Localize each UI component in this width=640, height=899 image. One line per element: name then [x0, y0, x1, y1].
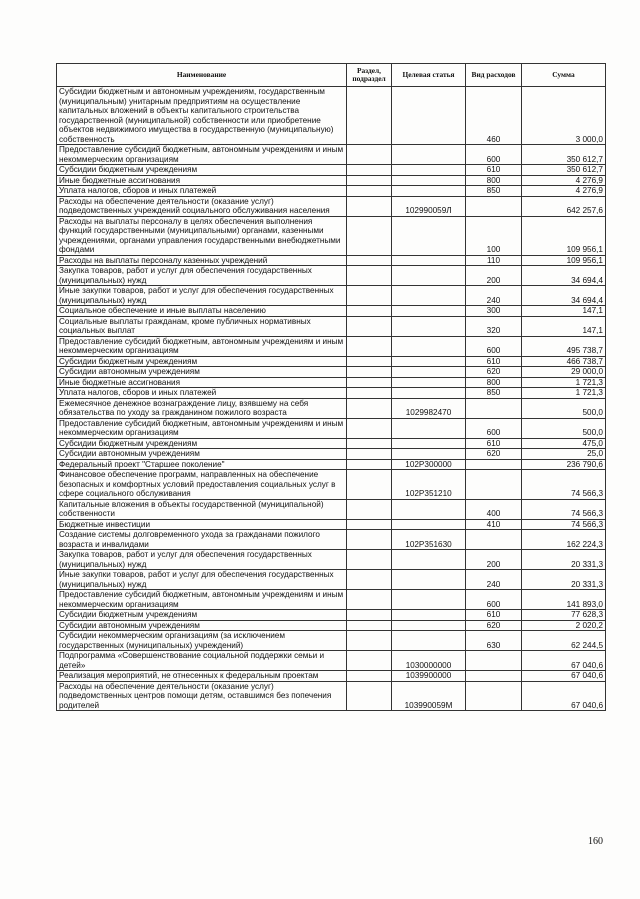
cell-kind [466, 651, 522, 671]
cell-article [392, 631, 466, 651]
cell-name: Уплата налогов, сборов и иных платежей [57, 186, 347, 197]
cell-sum: 466 738,7 [522, 356, 606, 367]
header-article: Целевая статья [392, 64, 466, 87]
table-row [57, 255, 606, 266]
cell-article [392, 266, 466, 286]
cell-article: 102P351630 [392, 530, 466, 550]
cell-sum: 642 257,6 [522, 196, 606, 216]
cell-name: Предоставление субсидий бюджетным, автономным учреждениям и иным некоммерческим организациям [57, 336, 347, 356]
table-row [57, 336, 606, 356]
cell-name: Субсидии автономным учреждениям [57, 620, 347, 631]
header-sum: Сумма [522, 64, 606, 87]
cell-name: Субсидии бюджетным учреждениям [57, 165, 347, 176]
cell-kind: 850 [466, 186, 522, 197]
cell-section [347, 499, 392, 519]
cell-name: Субсидии бюджетным учреждениям [57, 610, 347, 621]
table-row [57, 316, 606, 336]
cell-kind [466, 470, 522, 500]
cell-name: Иные бюджетные ассигнования [57, 175, 347, 186]
table-row [57, 216, 606, 255]
cell-kind [466, 459, 522, 470]
cell-sum: 147,1 [522, 306, 606, 317]
cell-article [392, 216, 466, 255]
table-row [57, 286, 606, 306]
cell-kind: 460 [466, 87, 522, 145]
cell-sum: 20 331,3 [522, 550, 606, 570]
header-row [57, 64, 606, 87]
page-number: 160 [588, 836, 603, 847]
cell-section [347, 165, 392, 176]
cell-sum: 109 956,1 [522, 255, 606, 266]
cell-kind: 610 [466, 165, 522, 176]
cell-name: Федеральный проект "Старшее поколение" [57, 459, 347, 470]
cell-sum: 62 244,5 [522, 631, 606, 651]
table-row [57, 651, 606, 671]
cell-sum: 141 893,0 [522, 590, 606, 610]
cell-name: Бюджетные инвестиции [57, 519, 347, 530]
cell-kind: 850 [466, 388, 522, 399]
cell-sum: 4 276,9 [522, 186, 606, 197]
cell-section [347, 306, 392, 317]
table-row [57, 590, 606, 610]
cell-section [347, 175, 392, 186]
cell-name: Субсидии бюджетным учреждениям [57, 356, 347, 367]
cell-kind [466, 671, 522, 682]
table-row [57, 388, 606, 399]
cell-kind: 410 [466, 519, 522, 530]
cell-name: Создание системы долговременного ухода за гражданами пожилого возраста и инвалидами [57, 530, 347, 550]
cell-name: Предоставление субсидий бюджетным, автономным учреждениям и иным некоммерческим организациям [57, 145, 347, 165]
cell-kind: 630 [466, 631, 522, 651]
cell-name: Расходы на обеспечение деятельности (оказание услуг) подведомственных учреждений социального обслуживания населения [57, 196, 347, 216]
cell-name: Предоставление субсидий бюджетным, автономным учреждениям и иным некоммерческим организациям [57, 418, 347, 438]
cell-article [392, 519, 466, 530]
cell-kind: 620 [466, 367, 522, 378]
cell-name: Закупка товаров, работ и услуг для обеспечения государственных (муниципальных) нужд [57, 550, 347, 570]
table-row [57, 356, 606, 367]
cell-article [392, 438, 466, 449]
cell-sum: 109 956,1 [522, 216, 606, 255]
cell-section [347, 377, 392, 388]
cell-kind: 800 [466, 377, 522, 388]
cell-sum: 1 721,3 [522, 388, 606, 399]
cell-sum: 2 020,2 [522, 620, 606, 631]
cell-section [347, 681, 392, 711]
cell-section [347, 145, 392, 165]
cell-section [347, 459, 392, 470]
cell-article [392, 356, 466, 367]
table-row [57, 306, 606, 317]
cell-sum: 67 040,6 [522, 651, 606, 671]
cell-kind: 200 [466, 266, 522, 286]
cell-section [347, 286, 392, 306]
cell-kind: 300 [466, 306, 522, 317]
cell-kind: 620 [466, 449, 522, 460]
cell-article [392, 286, 466, 306]
header-kind: Вид расходов [466, 64, 522, 87]
cell-section [347, 530, 392, 550]
cell-sum: 77 628,3 [522, 610, 606, 621]
cell-kind: 600 [466, 590, 522, 610]
cell-name: Иные бюджетные ассигнования [57, 377, 347, 388]
table-row [57, 175, 606, 186]
cell-article [392, 175, 466, 186]
cell-sum: 236 790,6 [522, 459, 606, 470]
cell-article [392, 610, 466, 621]
cell-name: Субсидии автономным учреждениям [57, 449, 347, 460]
cell-sum: 4 276,9 [522, 175, 606, 186]
cell-name: Субсидии некоммерческим организациям (за исключением государственных (муниципальных) учреждений) [57, 631, 347, 651]
table-row [57, 470, 606, 500]
cell-article: 1039900000 [392, 671, 466, 682]
cell-sum: 350 612,7 [522, 165, 606, 176]
table-row [57, 196, 606, 216]
cell-section [347, 449, 392, 460]
table-row [57, 620, 606, 631]
cell-sum: 350 612,7 [522, 145, 606, 165]
table-row [57, 530, 606, 550]
cell-article: 1029982470 [392, 398, 466, 418]
cell-sum: 147,1 [522, 316, 606, 336]
table-row [57, 438, 606, 449]
cell-kind: 110 [466, 255, 522, 266]
cell-section [347, 519, 392, 530]
cell-sum: 500,0 [522, 418, 606, 438]
cell-article [392, 165, 466, 176]
cell-kind: 240 [466, 570, 522, 590]
table-row [57, 186, 606, 197]
cell-name: Субсидии бюджетным учреждениям [57, 438, 347, 449]
cell-section [347, 196, 392, 216]
cell-sum: 74 566,3 [522, 499, 606, 519]
table-row [57, 165, 606, 176]
cell-kind: 600 [466, 336, 522, 356]
table-row [57, 519, 606, 530]
cell-kind: 400 [466, 499, 522, 519]
cell-article [392, 255, 466, 266]
cell-sum: 34 694,4 [522, 286, 606, 306]
cell-article [392, 570, 466, 590]
cell-name: Ежемесячное денежное вознаграждение лицу, взявшему на себя обязательства по уходу за гражданином пожилого возраста [57, 398, 347, 418]
cell-article [392, 377, 466, 388]
cell-kind: 600 [466, 418, 522, 438]
cell-sum: 34 694,4 [522, 266, 606, 286]
cell-section [347, 418, 392, 438]
cell-article [392, 87, 466, 145]
cell-section [347, 216, 392, 255]
table-row [57, 367, 606, 378]
table-row [57, 681, 606, 711]
table-row [57, 87, 606, 145]
cell-name: Иные закупки товаров, работ и услуг для обеспечения государственных (муниципальных) нужд [57, 570, 347, 590]
cell-sum: 74 566,3 [522, 519, 606, 530]
cell-kind: 610 [466, 356, 522, 367]
cell-section [347, 590, 392, 610]
cell-section [347, 620, 392, 631]
cell-section [347, 651, 392, 671]
cell-name: Предоставление субсидий бюджетным, автономным учреждениям и иным некоммерческим организациям [57, 590, 347, 610]
cell-article: 102P351210 [392, 470, 466, 500]
cell-name: Расходы на выплаты персоналу казенных учреждений [57, 255, 347, 266]
table-header [57, 64, 606, 87]
cell-name: Расходы на выплаты персоналу в целях обеспечения выполнения функций государственными (муниципальными) органами, казенными учреждениями, органами управления государственными внебюджетными фондами [57, 216, 347, 255]
cell-kind: 240 [466, 286, 522, 306]
cell-kind: 200 [466, 550, 522, 570]
cell-name: Расходы на обеспечение деятельности (оказание услуг) подведомственных центров помощи детям, оставшимся без попечения родителей [57, 681, 347, 711]
cell-kind [466, 398, 522, 418]
cell-sum: 67 040,6 [522, 681, 606, 711]
table-row [57, 499, 606, 519]
cell-sum: 74 566,3 [522, 470, 606, 500]
table-row [57, 631, 606, 651]
cell-section [347, 398, 392, 418]
cell-kind: 610 [466, 610, 522, 621]
cell-article [392, 336, 466, 356]
cell-article [392, 388, 466, 399]
cell-name: Иные закупки товаров, работ и услуг для обеспечения государственных (муниципальных) нужд [57, 286, 347, 306]
cell-name: Капитальные вложения в объекты государственной (муниципальной) собственности [57, 499, 347, 519]
cell-article [392, 418, 466, 438]
cell-name: Финансовое обеспечение программ, направленных на обеспечение безопасных и комфортных условий предоставления социальных услуг в сфере социального обслуживания [57, 470, 347, 500]
cell-sum: 67 040,6 [522, 671, 606, 682]
cell-name: Субсидии автономным учреждениям [57, 367, 347, 378]
table-row [57, 145, 606, 165]
cell-name: Подпрограмма «Совершенствование социальной поддержки семьи и детей» [57, 651, 347, 671]
cell-section [347, 367, 392, 378]
cell-kind: 600 [466, 145, 522, 165]
cell-section [347, 266, 392, 286]
cell-section [347, 255, 392, 266]
table-row [57, 570, 606, 590]
cell-name: Социальные выплаты гражданам, кроме публичных нормативных социальных выплат [57, 316, 347, 336]
cell-article: 102P300000 [392, 459, 466, 470]
table-row [57, 418, 606, 438]
cell-section [347, 336, 392, 356]
cell-kind: 620 [466, 620, 522, 631]
cell-sum: 162 224,3 [522, 530, 606, 550]
cell-name: Социальное обеспечение и иные выплаты населению [57, 306, 347, 317]
cell-article: 102990059Л [392, 196, 466, 216]
cell-sum: 29 000,0 [522, 367, 606, 378]
header-section: Раздел, подраздел [347, 64, 392, 87]
cell-kind [466, 681, 522, 711]
cell-section [347, 610, 392, 621]
cell-name: Реализация мероприятий, не отнесенных к федеральным проектам [57, 671, 347, 682]
cell-article [392, 145, 466, 165]
cell-article [392, 306, 466, 317]
cell-section [347, 470, 392, 500]
cell-section [347, 550, 392, 570]
cell-kind: 320 [466, 316, 522, 336]
budget-table [56, 63, 606, 711]
cell-article [392, 367, 466, 378]
table-row [57, 671, 606, 682]
cell-kind: 800 [466, 175, 522, 186]
cell-section [347, 631, 392, 651]
cell-kind [466, 530, 522, 550]
table-row [57, 550, 606, 570]
cell-article [392, 449, 466, 460]
cell-article: 103990059М [392, 681, 466, 711]
cell-article: 1030000000 [392, 651, 466, 671]
cell-section [347, 87, 392, 145]
table-row [57, 610, 606, 621]
cell-sum: 475,0 [522, 438, 606, 449]
cell-sum: 3 000,0 [522, 87, 606, 145]
table-row [57, 459, 606, 470]
cell-name: Субсидии бюджетным и автономным учреждениям, государственным (муниципальным) унитарным предприятиям на осуществление капитальных вложений в объекты капитального строительства государственной (муниципальной) собственности или приобретение объектов недвижимого имущества в государственную (муниципальную) собственность [57, 87, 347, 145]
cell-article [392, 186, 466, 197]
cell-article [392, 590, 466, 610]
table-row [57, 266, 606, 286]
cell-article [392, 316, 466, 336]
cell-name: Закупка товаров, работ и услуг для обеспечения государственных (муниципальных) нужд [57, 266, 347, 286]
cell-sum: 25,0 [522, 449, 606, 460]
cell-section [347, 316, 392, 336]
cell-article [392, 550, 466, 570]
table-row [57, 398, 606, 418]
cell-name: Уплата налогов, сборов и иных платежей [57, 388, 347, 399]
cell-kind: 100 [466, 216, 522, 255]
cell-kind [466, 196, 522, 216]
cell-sum: 495 738,7 [522, 336, 606, 356]
cell-section [347, 356, 392, 367]
cell-section [347, 186, 392, 197]
cell-article [392, 499, 466, 519]
cell-sum: 20 331,3 [522, 570, 606, 590]
header-name: Наименование [57, 64, 347, 87]
cell-section [347, 438, 392, 449]
table-row [57, 377, 606, 388]
cell-section [347, 671, 392, 682]
cell-sum: 1 721,3 [522, 377, 606, 388]
table-row [57, 449, 606, 460]
cell-sum: 500,0 [522, 398, 606, 418]
cell-section [347, 570, 392, 590]
table-body [57, 87, 606, 711]
cell-kind: 610 [466, 438, 522, 449]
cell-section [347, 388, 392, 399]
cell-article [392, 620, 466, 631]
